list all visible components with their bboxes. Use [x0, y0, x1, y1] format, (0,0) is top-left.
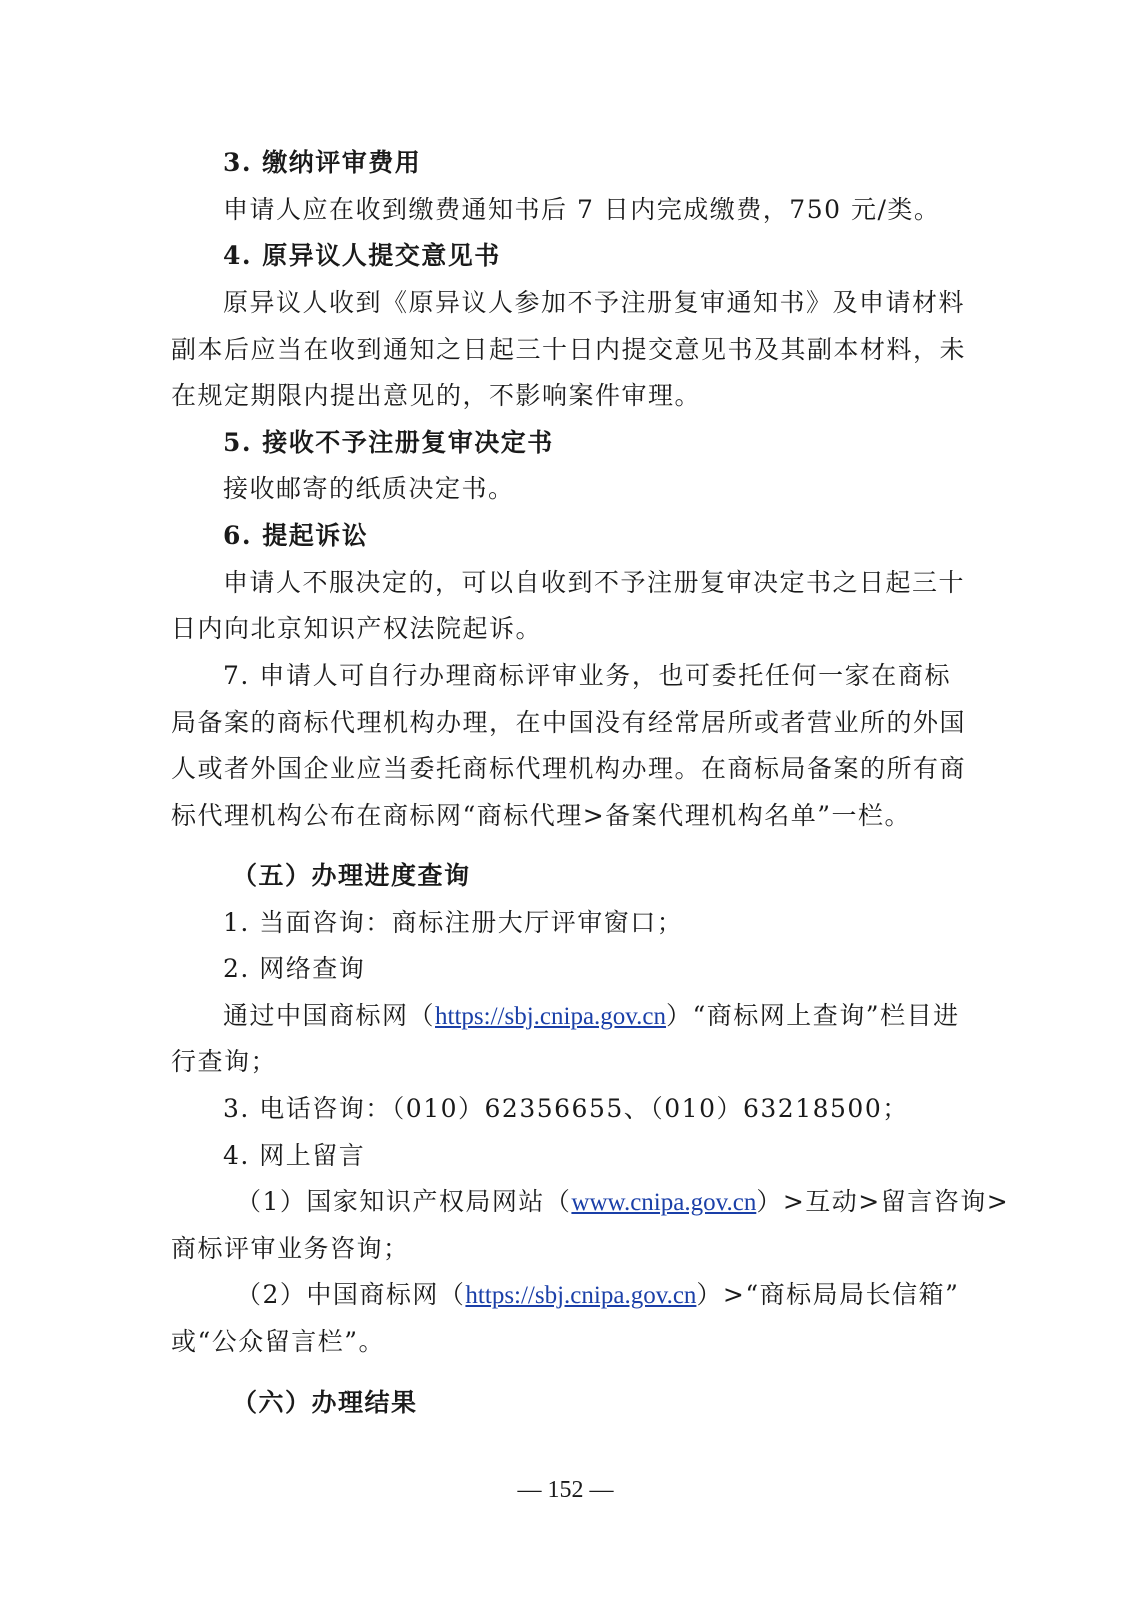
section-3-heading: 3. 缴纳评审费用: [223, 148, 422, 177]
query-item-4a-line-2: 商标评审业务咨询；: [171, 1234, 410, 1263]
query-item-4b-line-1: [236, 1278, 960, 1313]
section-6-line-1: 申请人不服决定的，可以自收到不予注册复审决定书之日起三十: [223, 568, 966, 597]
sbj-link-2[interactable]: https://sbj.cnipa.gov.cn: [465, 1282, 697, 1309]
query-item-2: 2. 网络查询: [223, 954, 366, 983]
query-item-2-prefix: 通过中国商标网（: [223, 1001, 436, 1030]
section-4-line-2: 副本后应当在收到通知之日起三十日内提交意见书及其副本材料，未: [171, 335, 967, 364]
query-item-1: 1. 当面咨询：商标注册大厅评审窗口；: [223, 908, 684, 937]
section-7-line-3: 人或者外国企业应当委托商标代理机构办理。在商标局备案的所有商: [171, 754, 967, 783]
query-item-4a-suffix: ）>互动>留言咨询>: [756, 1187, 1010, 1216]
query-item-4b-suffix: ）>“商标局局长信箱”: [696, 1280, 960, 1309]
section-5-text: 接收邮寄的纸质决定书。: [223, 474, 515, 503]
section-7-line-4: 标代理机构公布在商标网“商标代理>备案代理机构名单”一栏。: [171, 801, 912, 830]
section-7-line-2: 局备案的商标代理机构办理，在中国没有经常居所或者营业所的外国: [171, 708, 967, 737]
query-item-3: 3. 电话咨询：（010）62356655、（010）63218500；: [223, 1094, 909, 1123]
query-item-4: 4. 网上留言: [223, 1141, 366, 1170]
query-item-4a-prefix: （1）国家知识产权局网站（: [236, 1187, 572, 1216]
result-heading: （六）办理结果: [232, 1388, 418, 1417]
progress-query-heading: （五）办理进度查询: [232, 861, 471, 890]
query-item-4a-line-1: [236, 1185, 1010, 1220]
query-item-2-suffix: ）“商标网上查询”栏目进: [666, 1001, 960, 1030]
section-4-heading: 4. 原异议人提交意见书: [223, 241, 501, 270]
query-item-4b-prefix: （2）中国商标网（: [236, 1280, 466, 1309]
section-3-text: 申请人应在收到缴费通知书后 7 日内完成缴费，750 元/类。: [223, 195, 941, 224]
section-4-line-3: 在规定期限内提出意见的，不影响案件审理。: [171, 381, 702, 410]
sbj-link[interactable]: https://sbj.cnipa.gov.cn: [435, 1003, 667, 1030]
section-4-line-1: 原异议人收到《原异议人参加不予注册复审通知书》及申请材料: [223, 288, 966, 317]
section-6-heading: 6. 提起诉讼: [223, 521, 369, 550]
cnipa-link[interactable]: www.cnipa.gov.cn: [571, 1189, 757, 1216]
query-item-2-line-2: 行查询；: [171, 1047, 278, 1076]
query-item-4b-line-2: 或“公众留言栏”。: [171, 1327, 386, 1356]
query-item-2-line-1: [223, 999, 960, 1034]
section-5-heading: 5. 接收不予注册复审决定书: [223, 428, 554, 457]
page-number: — 152 —: [517, 1477, 614, 1503]
section-6-line-2: 日内向北京知识产权法院起诉。: [171, 614, 543, 643]
section-7-line-1: 7. 申请人可自行办理商标评审业务，也可委托任何一家在商标: [223, 661, 951, 690]
